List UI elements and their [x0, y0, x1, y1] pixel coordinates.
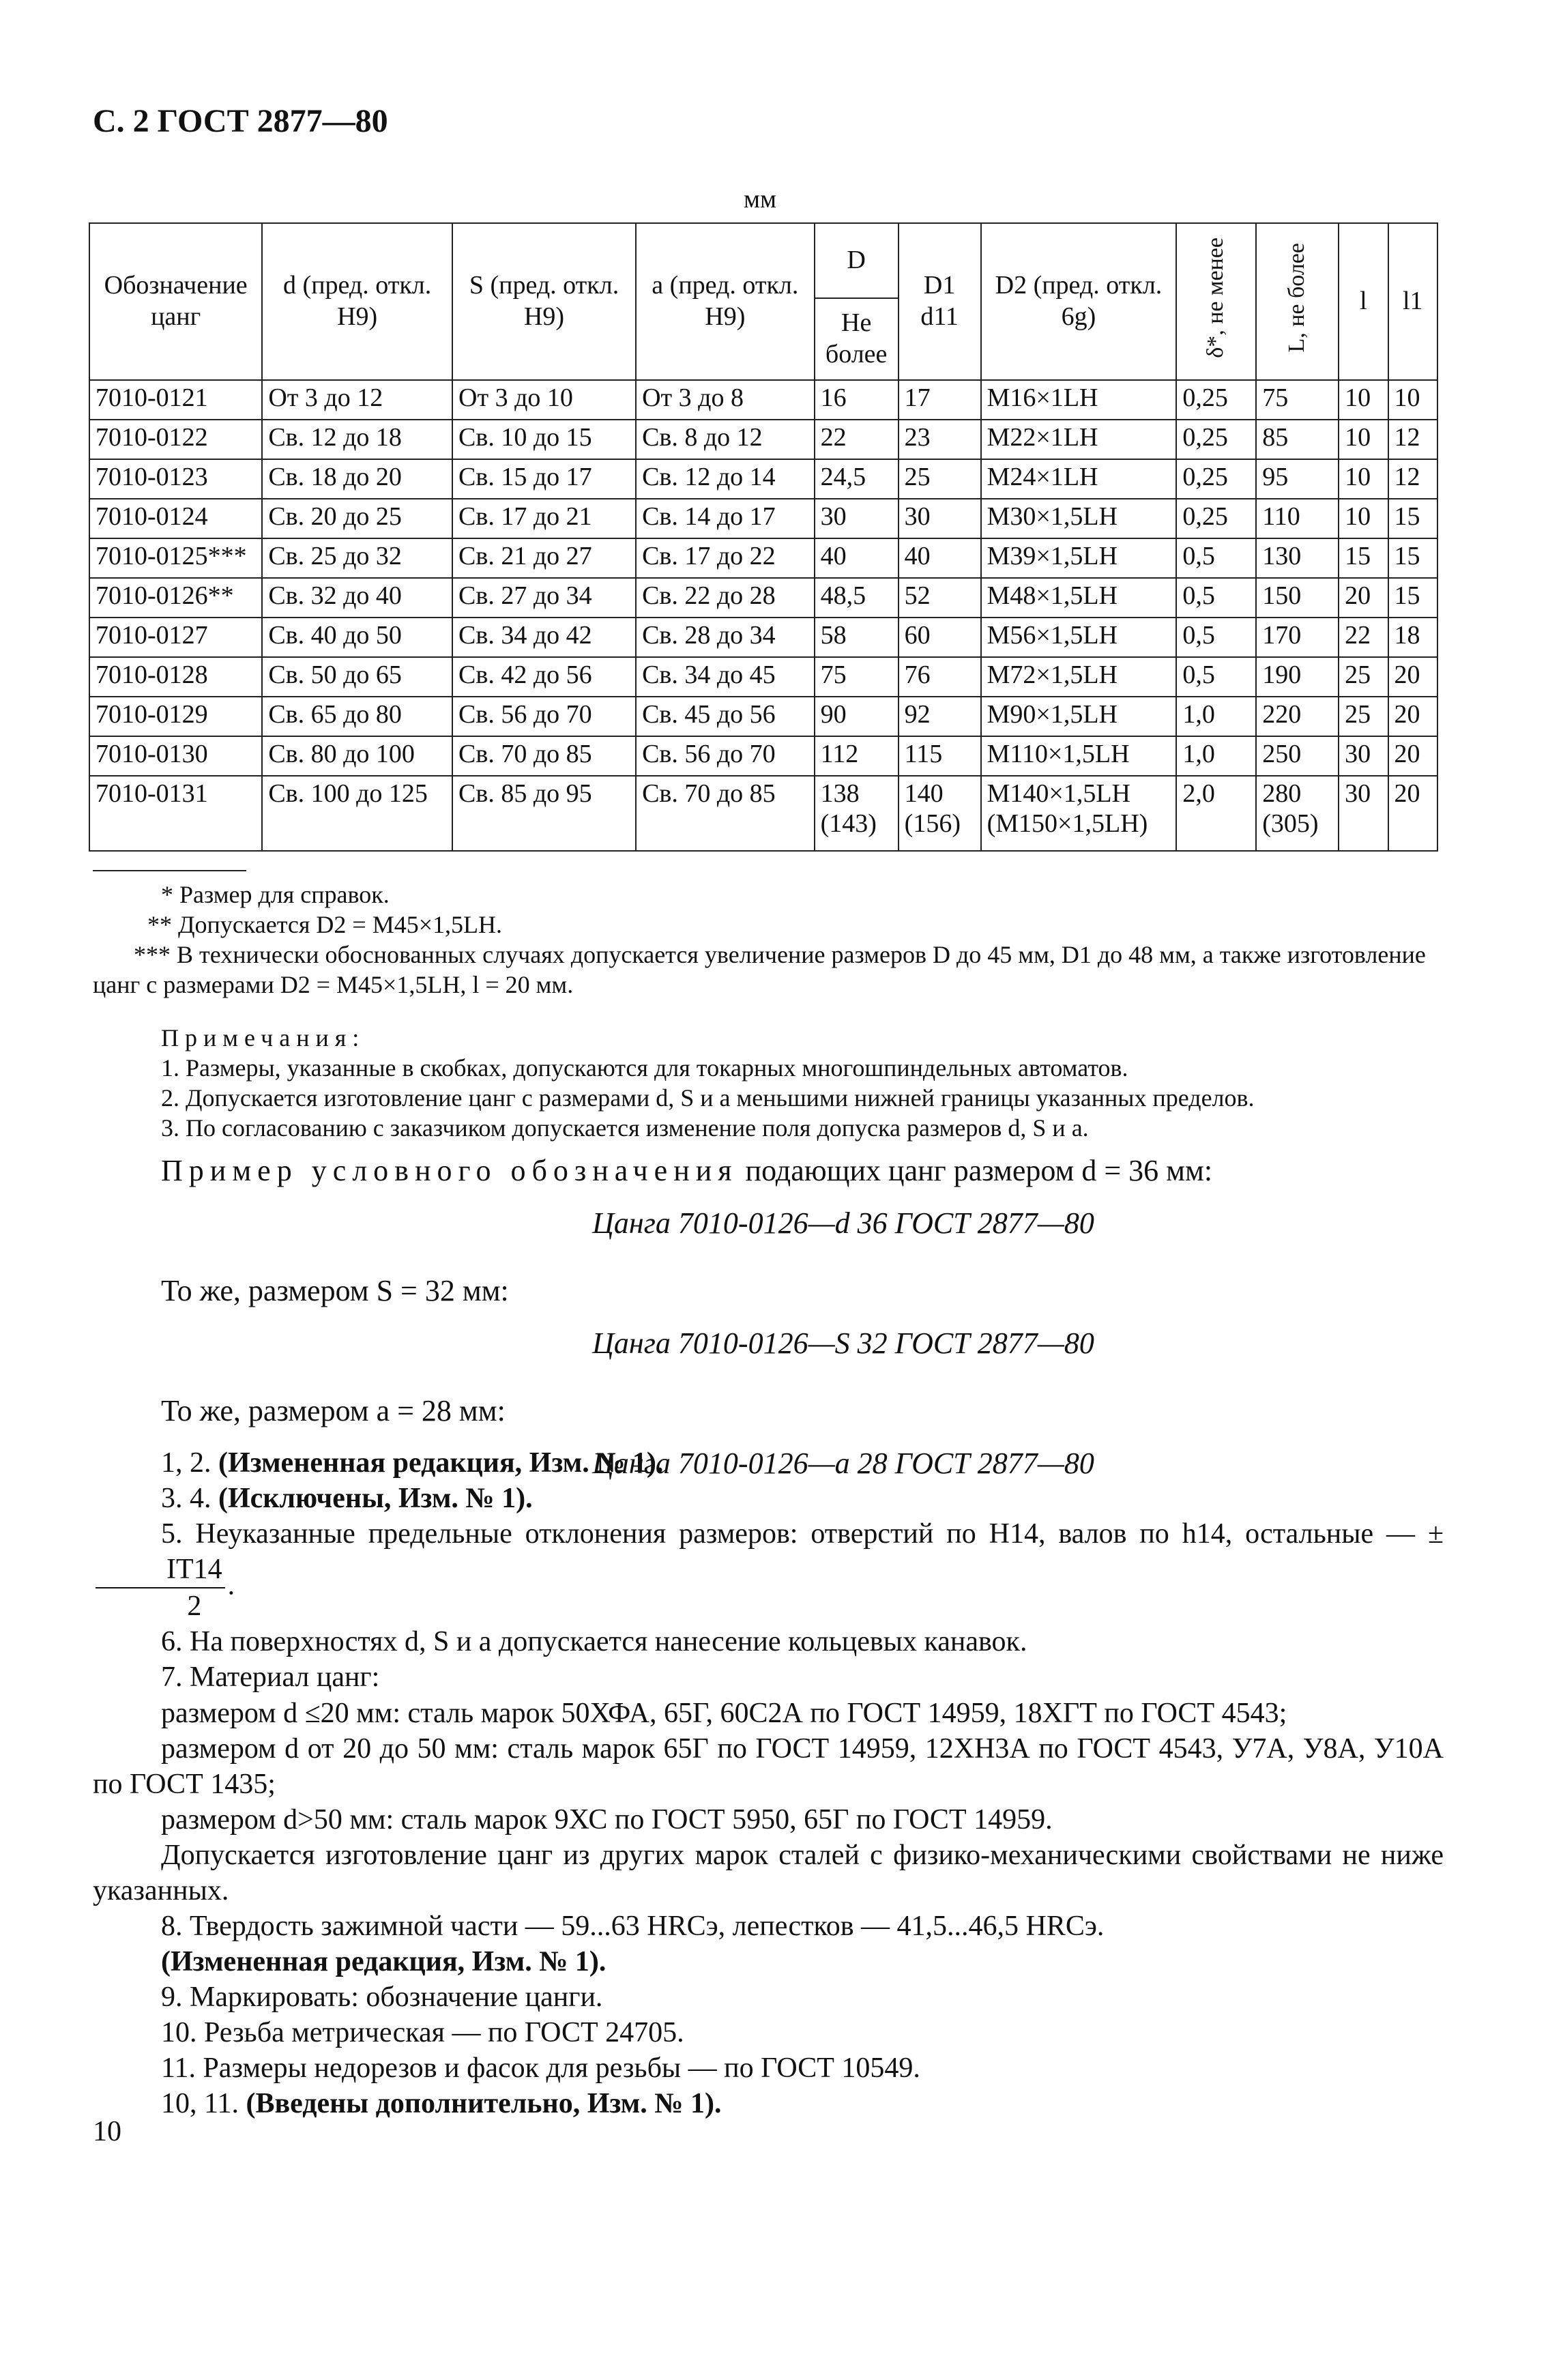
table-cell: M39×1,5LH	[981, 538, 1177, 578]
col-designation: Обозначение цанг	[89, 223, 262, 380]
table-cell: Св. 10 до 15	[452, 420, 636, 459]
col-D1: D1 d11	[899, 223, 981, 380]
table-cell: От 3 до 8	[636, 380, 815, 420]
table-cell: 190	[1256, 657, 1339, 697]
col-L-label: L, не более	[1284, 242, 1310, 353]
table-cell: 7010-0128	[89, 657, 262, 697]
table-cell: 12	[1388, 420, 1437, 459]
table-cell: 250	[1256, 736, 1339, 776]
para-10-11	[93, 2086, 1444, 2121]
table-cell: 170	[1256, 618, 1339, 657]
table-cell: M24×1LH	[981, 459, 1177, 499]
table-cell: M140×1,5LH (M150×1,5LH)	[981, 776, 1177, 851]
table-cell: 22	[1339, 618, 1388, 657]
para-3-4-bold: (Исключены, Изм. № 1).	[218, 1483, 533, 1515]
table-cell: M90×1,5LH	[981, 697, 1177, 736]
col-l: l	[1339, 223, 1388, 380]
para-10-11-num: 10, 11.	[161, 2088, 246, 2120]
table-cell: Св. 100 до 125	[262, 776, 452, 851]
table-cell: 15	[1388, 578, 1437, 618]
table-cell: 7010-0130	[89, 736, 262, 776]
table-row	[89, 499, 1437, 538]
footnote-divider	[93, 870, 246, 871]
footnote-1: * Размер для справок.	[161, 881, 390, 908]
table-cell: 138 (143)	[815, 776, 899, 851]
para-1-2-bold: (Измененная редакция, Изм. № 1).	[218, 1447, 664, 1479]
table-cell: 220	[1256, 697, 1339, 736]
table-cell: 7010-0123	[89, 459, 262, 499]
table-cell: 0,25	[1176, 499, 1256, 538]
para-8: 8. Твердость зажимной части — 59...63 HRCэ, лепестков — 41,5...46,5 HRCэ.	[161, 1911, 1105, 1943]
table-cell: 2,0	[1176, 776, 1256, 851]
table-cell: Св. 8 до 12	[636, 420, 815, 459]
table-cell: Св. 17 до 22	[636, 538, 815, 578]
table-cell: 85	[1256, 420, 1339, 459]
table-cell: 40	[899, 538, 981, 578]
table-cell: M56×1,5LH	[981, 618, 1177, 657]
para-5	[93, 1516, 1444, 1624]
para-5-text: 5. Неуказанные предельные отклонения размеров: отверстий по H14, валов по h14, остальные — ±	[161, 1518, 1444, 1550]
table-cell: 90	[815, 697, 899, 736]
table-row	[89, 736, 1437, 776]
table-cell: 16	[815, 380, 899, 420]
table-cell: Св. 18 до 20	[262, 459, 452, 499]
table-cell: M110×1,5LH	[981, 736, 1177, 776]
note-3: 3. По согласованию с заказчиком допускается изменение поля допуска размеров d, S и a.	[161, 1114, 1089, 1142]
table-cell: 1,0	[1176, 697, 1256, 736]
page-number: 10	[93, 2116, 121, 2147]
collet-dimensions-table	[89, 222, 1438, 852]
table-row	[89, 538, 1437, 578]
table-cell: Св. 12 до 14	[636, 459, 815, 499]
fraction-it14	[96, 1552, 225, 1624]
table-cell: 20	[1388, 697, 1437, 736]
table-cell: 10	[1388, 380, 1437, 420]
para-11: 11. Размеры недорезов и фасок для резьбы — по ГОСТ 10549.	[161, 2052, 920, 2085]
table-cell: 25	[1339, 697, 1388, 736]
table-cell: 30	[815, 499, 899, 538]
table-cell: 0,5	[1176, 578, 1256, 618]
table-cell: Св. 17 до 21	[452, 499, 636, 538]
notes	[93, 1024, 1444, 1144]
table-cell: 7010-0124	[89, 499, 262, 538]
table-cell: От 3 до 10	[452, 380, 636, 420]
table-cell: 112	[815, 736, 899, 776]
table-cell: 0,25	[1176, 459, 1256, 499]
table-cell: 20	[1388, 776, 1437, 851]
table-cell: 12	[1388, 459, 1437, 499]
para-10-11-bold: (Введены дополнительно, Изм. № 1).	[246, 2088, 722, 2120]
table-body	[89, 380, 1437, 851]
table-cell: 20	[1388, 657, 1437, 697]
table-cell: 7010-0129	[89, 697, 262, 736]
table-cell: 22	[815, 420, 899, 459]
table-cell: 140 (156)	[899, 776, 981, 851]
table-row	[89, 459, 1437, 499]
table-cell: 20	[1339, 578, 1388, 618]
table-cell: 75	[1256, 380, 1339, 420]
table-row	[89, 618, 1437, 657]
table-cell: Св. 40 до 50	[262, 618, 452, 657]
fraction-numerator: IT14	[96, 1552, 225, 1588]
table-cell: Св. 70 до 85	[636, 776, 815, 851]
table-cell: 25	[899, 459, 981, 499]
table-cell: Св. 85 до 95	[452, 776, 636, 851]
table-cell: Св. 70 до 85	[452, 736, 636, 776]
table-cell: Св. 27 до 34	[452, 578, 636, 618]
para-7d: Допускается изготовление цанг из других марок сталей с физико-механическими свойствами не ниже указанных.	[93, 1839, 1444, 1906]
table-cell: 48,5	[815, 578, 899, 618]
col-s: S (пред. откл. H9)	[452, 223, 636, 380]
para-7a: размером d ≤20 мм: сталь марок 50ХФА, 65Г, 60С2А по ГОСТ 14959, 18ХГТ по ГОСТ 4543;	[161, 1697, 1287, 1729]
table-cell: Св. 15 до 17	[452, 459, 636, 499]
table-cell: 18	[1388, 618, 1437, 657]
example-line-2: То же, размером S = 32 мм:	[161, 1274, 509, 1307]
para-8-amend: (Измененная редакция, Изм. № 1).	[161, 1946, 607, 1978]
table-cell: Св. 34 до 45	[636, 657, 815, 697]
table-cell: 7010-0121	[89, 380, 262, 420]
table-cell: 17	[899, 380, 981, 420]
example-1: Цанга 7010-0126—d 36 ГОСТ 2877—80	[592, 1206, 1094, 1240]
example-intro	[93, 1153, 1444, 1188]
table-cell: 150	[1256, 578, 1339, 618]
note-2: 2. Допускается изготовление цанг с размерами d, S и a меньшими нижней границы указанных пределов.	[161, 1084, 1255, 1112]
table-cell: 10	[1339, 499, 1388, 538]
table-cell: 7010-0126**	[89, 578, 262, 618]
para-1-2-num: 1, 2.	[161, 1447, 218, 1479]
table-cell: M16×1LH	[981, 380, 1177, 420]
table-cell: От 3 до 12	[262, 380, 452, 420]
table-cell: M72×1,5LH	[981, 657, 1177, 697]
table-cell: Св. 12 до 18	[262, 420, 452, 459]
table-row	[89, 776, 1437, 851]
table-cell: 76	[899, 657, 981, 697]
para-10: 10. Резьба метрическая — по ГОСТ 24705.	[161, 2017, 684, 2049]
table-cell: Св. 65 до 80	[262, 697, 452, 736]
table-cell: M30×1,5LH	[981, 499, 1177, 538]
table-cell: Св. 42 до 56	[452, 657, 636, 697]
table-cell: 52	[899, 578, 981, 618]
table-cell: 0,25	[1176, 420, 1256, 459]
table-row	[89, 380, 1437, 420]
table-cell: Св. 14 до 17	[636, 499, 815, 538]
footnote-2: ** Допускается D2 = M45×1,5LH.	[147, 910, 503, 938]
table-cell: 25	[1339, 657, 1388, 697]
para-7: 7. Материал цанг:	[161, 1661, 380, 1694]
table-cell: Св. 80 до 100	[262, 736, 452, 776]
table-cell: Св. 20 до 25	[262, 499, 452, 538]
fraction-denominator: 2	[187, 1591, 202, 1623]
note-1: 1. Размеры, указанные в скобках, допускаются для токарных многошпиндельных автоматов.	[161, 1054, 1128, 1082]
table-cell: 15	[1339, 538, 1388, 578]
para-5-end: .	[227, 1569, 235, 1601]
table-cell: 92	[899, 697, 981, 736]
table-cell: 23	[899, 420, 981, 459]
example-line-3: То же, размером a = 28 мм:	[161, 1394, 506, 1427]
col-delta	[1176, 223, 1256, 380]
para-7c: размером d>50 мм: сталь марок 9ХС по ГОСТ 5950, 65Г по ГОСТ 14959.	[161, 1803, 1053, 1835]
col-L	[1256, 223, 1339, 380]
table-cell: Св. 28 до 34	[636, 618, 815, 657]
table-cell: Св. 45 до 56	[636, 697, 815, 736]
footnotes	[93, 880, 1444, 1000]
table-row	[89, 657, 1437, 697]
table-cell: M48×1,5LH	[981, 578, 1177, 618]
para-1-2	[93, 1445, 1444, 1481]
col-D-sub: Не более	[815, 298, 899, 380]
table-cell: 0,5	[1176, 538, 1256, 578]
table-cell: Св. 32 до 40	[262, 578, 452, 618]
table-cell: 0,5	[1176, 618, 1256, 657]
table-cell: Св. 22 до 28	[636, 578, 815, 618]
col-a: a (пред. откл. H9)	[636, 223, 815, 380]
body-text	[93, 1445, 1444, 2121]
col-D: D	[815, 223, 899, 298]
table-cell: 20	[1388, 736, 1437, 776]
para-9: 9. Маркировать: обозначение цанги.	[161, 1982, 603, 2014]
table-cell: Св. 25 до 32	[262, 538, 452, 578]
col-d: d (пред. откл. H9)	[262, 223, 452, 380]
table-cell: 58	[815, 618, 899, 657]
table-cell: M22×1LH	[981, 420, 1177, 459]
table-cell: 115	[899, 736, 981, 776]
table-row	[89, 420, 1437, 459]
table-row	[89, 697, 1437, 736]
table-cell: 7010-0122	[89, 420, 262, 459]
para-7b: размером d от 20 до 50 мм: сталь марок 65Г по ГОСТ 14959, 12ХН3А по ГОСТ 4543, У7А, У8А, У10А по ГОСТ 1435;	[93, 1732, 1444, 1800]
col-D2: D2 (пред. откл. 6g)	[981, 223, 1177, 380]
table-cell: 10	[1339, 420, 1388, 459]
table-cell: Св. 50 до 65	[262, 657, 452, 697]
table-cell: 24,5	[815, 459, 899, 499]
table-cell: 7010-0131	[89, 776, 262, 851]
table-cell: Св. 21 до 27	[452, 538, 636, 578]
table-cell: 10	[1339, 380, 1388, 420]
table-cell: 130	[1256, 538, 1339, 578]
table-cell: 15	[1388, 499, 1437, 538]
table-cell: 30	[1339, 736, 1388, 776]
table-cell: 30	[899, 499, 981, 538]
table-cell: 0,25	[1176, 380, 1256, 420]
table-cell: 40	[815, 538, 899, 578]
example-2: Цанга 7010-0126—S 32 ГОСТ 2877—80	[592, 1326, 1094, 1360]
table-cell: 15	[1388, 538, 1437, 578]
table-cell: 110	[1256, 499, 1339, 538]
notes-title: Примечания:	[161, 1024, 366, 1051]
para-6: 6. На поверхностях d, S и a допускается нанесение кольцевых канавок.	[161, 1626, 1027, 1658]
table-cell: 10	[1339, 459, 1388, 499]
table-cell: 280 (305)	[1256, 776, 1339, 851]
page-header: С. 2 ГОСТ 2877—80	[93, 103, 388, 139]
col-l1: l1	[1388, 223, 1437, 380]
para-3-4-num: 3. 4.	[161, 1483, 218, 1515]
table-cell: 7010-0125***	[89, 538, 262, 578]
example-intro-spaced: Пример условного обозначения	[161, 1154, 738, 1187]
table-row	[89, 578, 1437, 618]
table-cell: 0,5	[1176, 657, 1256, 697]
col-delta-label: δ*, не менее	[1203, 237, 1229, 358]
example-intro-rest: подающих цанг размером d = 36 мм:	[738, 1154, 1213, 1187]
table-cell: Св. 56 до 70	[452, 697, 636, 736]
table-cell: 30	[1339, 776, 1388, 851]
table-cell: 95	[1256, 459, 1339, 499]
para-3-4	[93, 1481, 1444, 1516]
table-cell: 7010-0127	[89, 618, 262, 657]
table-cell: 60	[899, 618, 981, 657]
table-cell: 1,0	[1176, 736, 1256, 776]
table-cell: Св. 34 до 42	[452, 618, 636, 657]
table-cell: 75	[815, 657, 899, 697]
footnote-3: *** В технически обоснованных случаях допускается увеличение размеров D до 45 мм, D1 до 48 мм, а также изготовление цанг с размерами D2 = M45×1,5LH, l = 20 мм.	[93, 940, 1426, 998]
example-3: Цанга 7010-0126—a 28 ГОСТ 2877—80	[592, 1447, 1094, 1480]
unit-label: мм	[744, 185, 777, 214]
table-cell: Св. 56 до 70	[636, 736, 815, 776]
